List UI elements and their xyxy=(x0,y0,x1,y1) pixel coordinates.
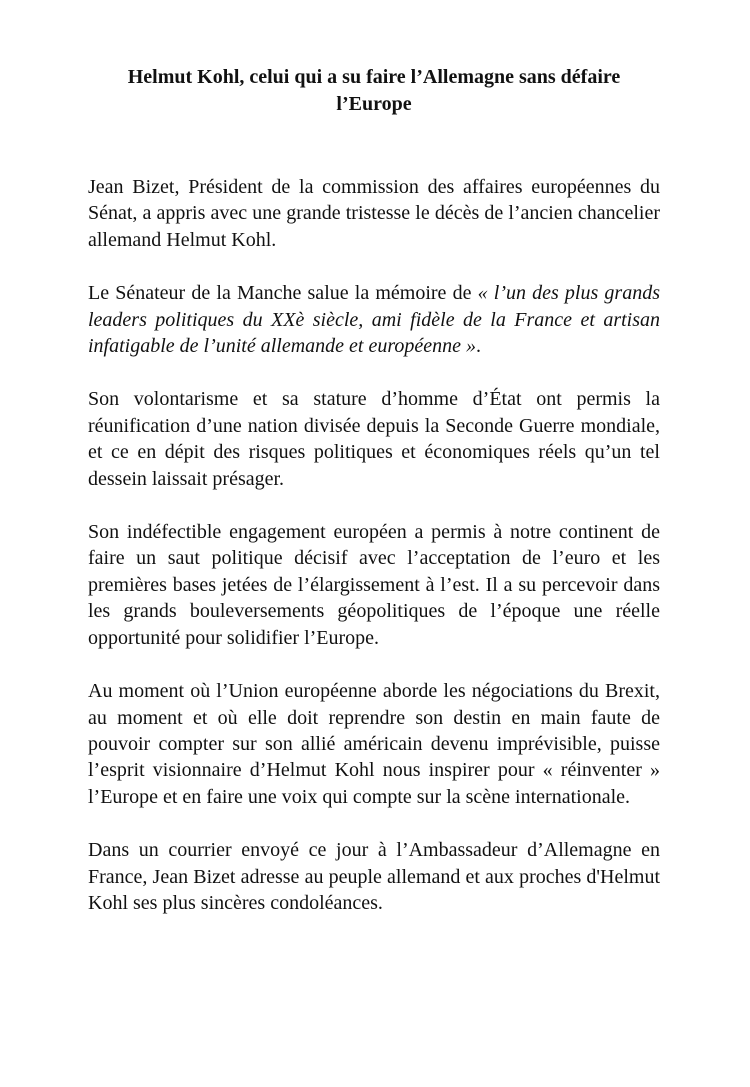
paragraph-1: Jean Bizet, Président de la commission des affaires européennes du Sénat, a appris avec une grande tristesse le décès de l’ancien chancelier allemand Helmut Kohl. xyxy=(88,176,660,251)
document-body xyxy=(88,174,660,916)
paragraph-3: Son volontarisme et sa stature d’homme d’État ont permis la réunification d’une nation divisée depuis la Seconde Guerre mondiale, et ce en dépit des risques politiques et économiques réels qu’un tel dessein laissait présager. xyxy=(88,388,660,490)
paragraph-4: Son indéfectible engagement européen a permis à notre continent de faire un saut politique décisif avec l’acceptation de l’euro et les premières bases jetées de l’élargissement à l’est. Il a su percevoir dans les grands bouleversements géopolitiques de l’époque une réelle opportunité pour solidifier l’Europe. xyxy=(88,521,660,649)
paragraph-5: Au moment où l’Union européenne aborde les négociations du Brexit, au moment et où elle doit reprendre son destin en main faute de pouvoir compter sur son allié américain devenu imprévisible, puisse l’esprit visionnaire d’Helmut Kohl nous inspirer pour « réinventer » l’Europe et en faire une voix qui compte sur la scène internationale. xyxy=(88,680,660,808)
paragraph-2 xyxy=(88,280,660,359)
paragraph-2-end: . xyxy=(476,335,482,358)
paragraph-2-intro: Le Sénateur de la Manche salue la mémoire de xyxy=(88,282,478,305)
paragraph-6: Dans un courrier envoyé ce jour à l’Ambassadeur d’Allemagne en France, Jean Bizet adresse au peuple allemand et aux proches d'Helmut Kohl ses plus sincères condoléances. xyxy=(88,839,660,914)
document-page xyxy=(88,64,660,916)
document-title: Helmut Kohl, celui qui a su faire l’Allemagne sans défaire l’Europe xyxy=(127,66,621,115)
paragraph-2-quote: « l’un des plus grands leaders politiques du XXè siècle, ami fidèle de la France et artisan infatigable de l’unité allemande et européenne » xyxy=(88,282,660,358)
